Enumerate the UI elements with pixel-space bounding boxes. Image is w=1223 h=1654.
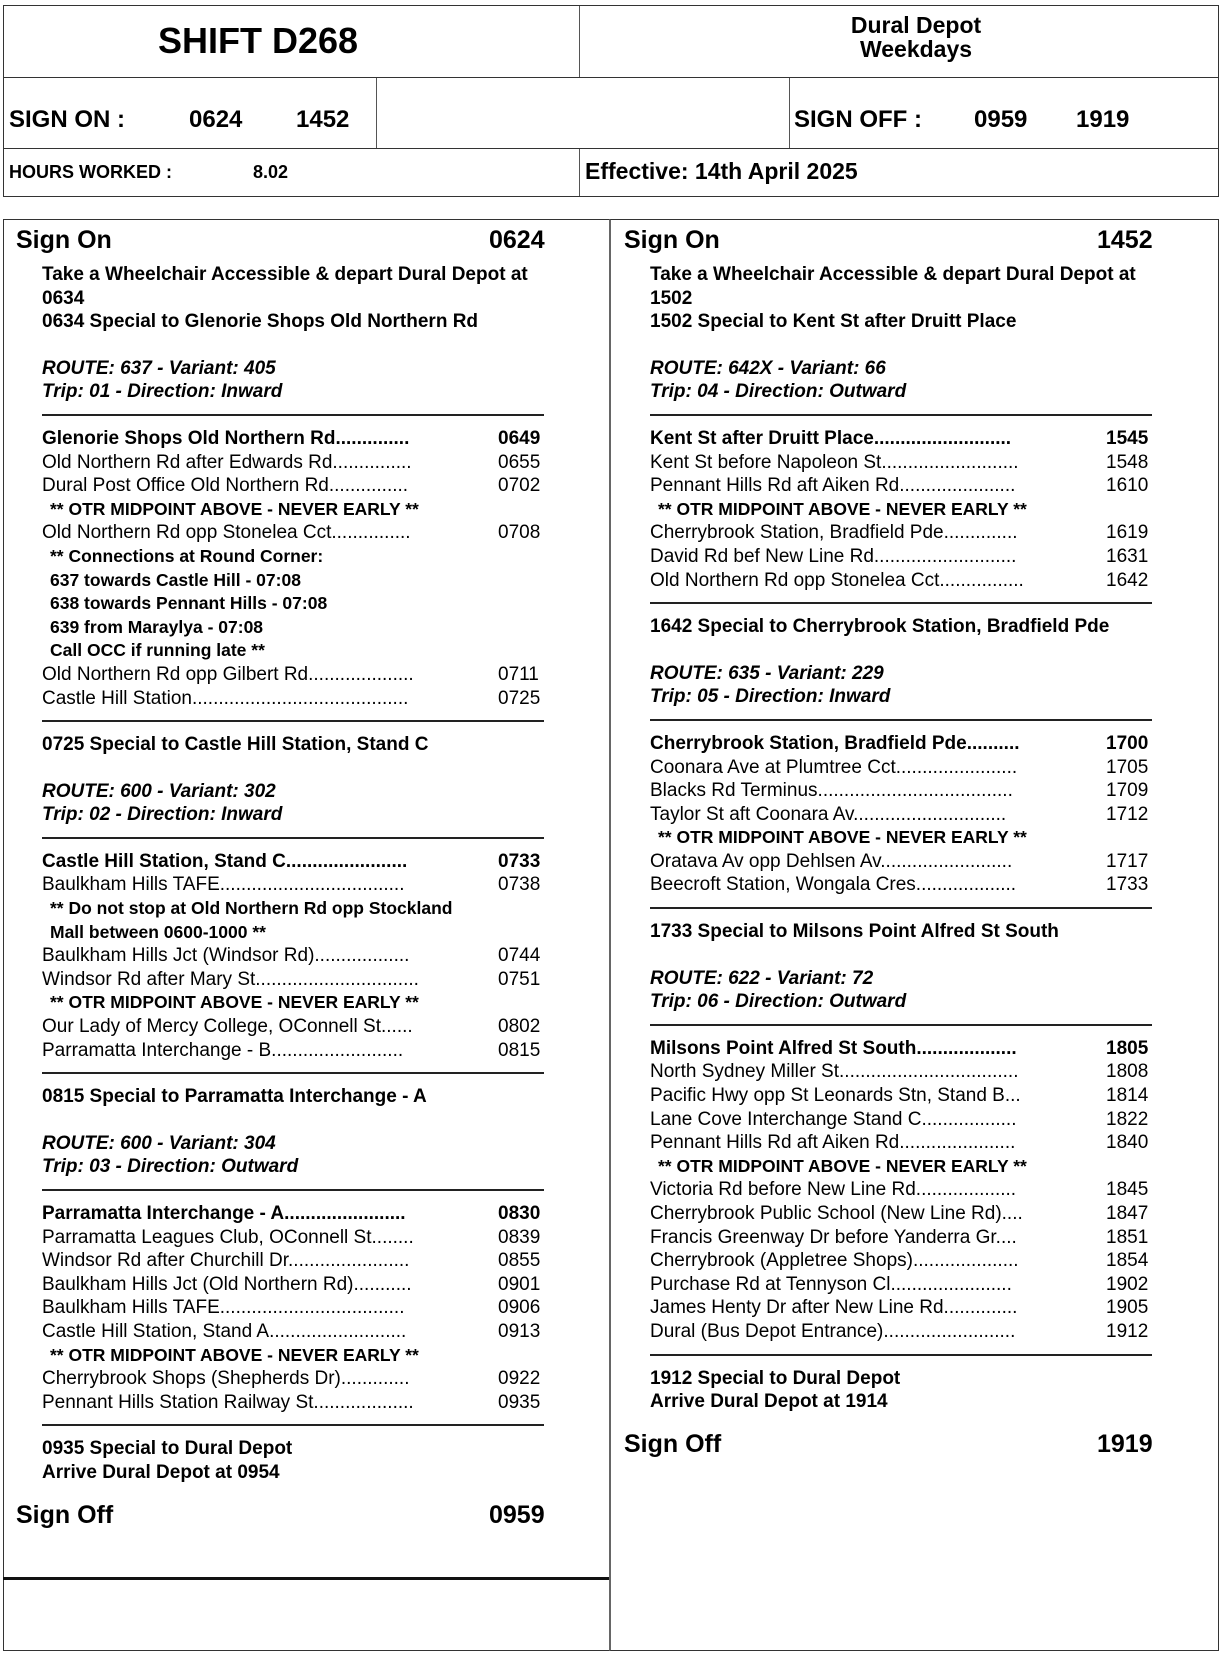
timetable-stop-row [650,1273,1171,1297]
stop-time: 1840 [1106,1132,1149,1154]
stop-time: 1854 [1106,1250,1149,1272]
route-variant: ROUTE: 637 - Variant: 405 [42,357,276,379]
depart-instruction: 0634 Special to Glenorie Shops Old Northern Rd [42,311,479,333]
right-duty-column [611,222,1217,1460]
shift-title: SHIFT D268 [157,20,359,61]
special-run-instruction: Arrive Dural Depot at 1914 [650,1391,888,1413]
stop-time: 0711 [498,663,539,685]
timetable-stop-row [650,1084,1171,1108]
stop-name: Francis Greenway Dr before Yanderra Gr.... [650,1226,1017,1248]
special-run-instruction: Arrive Dural Depot at 0954 [42,1461,280,1483]
stop-time: 1805 [1106,1037,1149,1059]
timetable-stop-row [650,1202,1171,1226]
special-run-instruction: 1733 Special to Milsons Point Alfred St South [650,921,1059,943]
timetable-stop-row [42,1296,563,1320]
stop-name: Kent St after Druitt Place.......................... [650,427,1012,449]
stop-time: 0901 [498,1273,541,1295]
depot-info [612,13,1220,61]
sign-on-time: 1452 [1097,226,1153,254]
timetable-stop-row [650,1060,1171,1084]
stop-name: Cherrybrook Station, Bradfield Pde.......... [650,732,1020,754]
section-rule [650,1024,1152,1026]
section-rule [42,1072,544,1074]
timetable-stop-row [42,850,563,874]
section-rule [650,1354,1152,1356]
timetable-stop-row [650,1108,1171,1132]
timetable-stop-row [42,1226,563,1250]
sign-on-time-1: 0624 [189,106,243,133]
stop-name: Parramatta Leagues Club, OConnell St........ [42,1226,414,1248]
stop-time: 0649 [498,427,541,449]
stop-name: Parramatta Interchange - A....................... [42,1203,406,1224]
stop-name: Cherrybrook Shops (Shepherds Dr)............. [42,1368,410,1390]
timetable-stop-row [650,1296,1171,1320]
route-variant: ROUTE: 622 - Variant: 72 [650,967,874,989]
timetable-stop-row [650,521,1171,545]
special-run-instruction: 0935 Special to Dural Depot [42,1438,293,1460]
spacer [42,1109,563,1132]
stop-name: Old Northern Rd opp Gilbert Rd.................... [42,663,414,685]
timetable-stop-row [42,1273,563,1297]
stop-note: ** Do not stop at Old Northern Rd opp Stockland [50,898,453,919]
timetable-stop-row [650,779,1171,803]
special-run-instruction: 0815 Special to Parramatta Interchange - A [42,1086,427,1108]
stop-time: 0738 [498,874,541,896]
timetable-stop-row [650,1249,1171,1273]
spacer [42,757,563,780]
timetable-stop-row [42,521,563,545]
timetable-stop-row [650,873,1171,897]
stop-name: Cherrybrook Station, Bradfield Pde.............. [650,522,1018,544]
header-row-hours [4,149,1218,196]
stop-note: ** OTR MIDPOINT ABOVE - NEVER EARLY ** [658,1155,1027,1176]
spacer [42,334,563,357]
special-run-instruction: 0725 Special to Castle Hill Station, Stand C [42,734,429,756]
stop-time: 0913 [498,1320,541,1342]
stop-name: Oratava Av opp Dehlsen Av......................... [650,850,1013,872]
stop-name: Glenorie Shops Old Northern Rd.............. [42,427,410,449]
stop-time: 1847 [1106,1203,1149,1224]
section-rule [42,1189,544,1191]
stop-time: 0751 [498,968,541,990]
stop-time: 1905 [1106,1297,1149,1319]
timetable-stop-row [650,1226,1171,1250]
hours-worked-value: 8.02 [253,162,289,182]
timetable-stop-row [650,756,1171,780]
section-rule [650,414,1152,416]
header-row-sign-times [4,78,1218,149]
stop-name: Cherrybrook Public School (New Line Rd).... [650,1203,1023,1224]
section-rule [650,907,1152,909]
hours-worked-label: HOURS WORKED : [9,162,172,182]
timetable-stop-row [42,1367,563,1391]
stop-name: Blacks Rd Terminus..................................... [650,780,1013,802]
shift-header-table [3,5,1219,197]
route-variant: ROUTE: 635 - Variant: 229 [650,662,884,684]
trip-direction: Trip: 03 - Direction: Outward [42,1156,299,1178]
duty-details [611,256,1171,1414]
stop-time: 0906 [498,1297,541,1319]
stop-time: 1814 [1106,1085,1149,1107]
timetable-stop-row [650,1037,1171,1061]
timetable-stop-row [42,1391,563,1415]
timetable-stop-row [42,968,563,992]
stop-time: 0922 [498,1368,541,1390]
divider [579,149,580,196]
stop-name: Windsor Rd after Churchill Dr....................... [42,1250,410,1272]
trip-direction: Trip: 04 - Direction: Outward [650,381,907,403]
depart-instruction: 1502 Special to Kent St after Druitt Place [650,311,1017,333]
timetable-stop-row [42,663,563,687]
stop-name: Parramatta Interchange - B......................... [42,1039,404,1061]
sign-on-label: Sign On [624,226,720,254]
stop-time: 1642 [1106,569,1149,591]
sign-on-row [3,222,609,256]
stop-name: Baulkham Hills Jct (Windsor Rd).................. [42,945,410,967]
stop-time: 0744 [498,945,541,967]
section-rule [650,602,1152,604]
timetable-stop-row [42,1202,563,1226]
route-variant: ROUTE: 642X - Variant: 66 [650,357,886,379]
sign-on-time-2: 1452 [296,106,350,133]
depart-instruction: 0634 [42,287,85,309]
divider [789,78,790,148]
stop-name: Baulkham Hills TAFE................................... [42,874,405,896]
stop-name: Purchase Rd at Tennyson Cl....................... [650,1273,1012,1295]
stop-name: North Sydney Miller St.................................. [650,1061,1019,1083]
stop-name: Coonara Ave at Plumtree Cct....................... [650,756,1018,778]
stop-name: Old Northern Rd opp Stonelea Cct............... [42,522,411,544]
stop-name: Victoria Rd before New Line Rd................... [650,1179,1017,1201]
stop-name: Pacific Hwy opp St Leonards Stn, Stand B... [650,1085,1021,1107]
depart-instruction: 1502 [650,287,693,309]
stop-note: Call OCC if running late ** [50,640,265,661]
special-run-instruction: 1642 Special to Cherrybrook Station, Bradfield Pde [650,616,1110,638]
timetable-stop-row [42,1249,563,1273]
trip-direction: Trip: 02 - Direction: Inward [42,804,283,826]
stop-time: 1619 [1106,522,1149,544]
timetable-stop-row [42,451,563,475]
stop-time: 1631 [1106,545,1149,567]
section-rule [42,1424,544,1426]
stop-name: Pennant Hills Station Railway St................... [42,1391,414,1413]
sign-off-time-2: 1919 [1076,106,1130,133]
timetable-stop-row [650,803,1171,827]
stop-time: 0702 [498,475,541,497]
stop-time: 1717 [1106,850,1149,872]
sign-off-label: Sign Off [16,1500,114,1529]
divider [376,78,377,148]
sign-on-time: 0624 [489,226,545,254]
timetable-stop-row [42,687,563,711]
left-panel-bottom-rule [3,1577,609,1580]
sign-off-label: SIGN OFF : [794,106,922,133]
stop-name: Baulkham Hills Jct (Old Northern Rd)........... [42,1273,412,1295]
stop-time: 1912 [1106,1320,1149,1342]
stop-note: ** Connections at Round Corner: [50,545,324,566]
duty-details [3,256,563,1485]
section-rule [42,720,544,722]
timetable-stop-row [42,944,563,968]
stop-time: 1700 [1106,732,1149,754]
stop-time: 1902 [1106,1273,1149,1295]
stop-time: 1548 [1106,451,1149,473]
stop-time: 0839 [498,1226,541,1248]
stop-note: ** OTR MIDPOINT ABOVE - NEVER EARLY ** [50,498,419,519]
stop-name: Old Northern Rd after Edwards Rd............... [42,451,412,473]
stop-name: Castle Hill Station, Stand A.......................... [42,1320,407,1342]
stop-name: James Henty Dr after New Line Rd.............. [650,1297,1018,1319]
route-variant: ROUTE: 600 - Variant: 304 [42,1132,276,1154]
stop-name: Beecroft Station, Wongala Cres................... [650,874,1017,896]
depot-name: Dural Depot [850,12,982,38]
stop-time: 0725 [498,687,541,709]
stop-time: 0855 [498,1250,541,1272]
section-rule [650,719,1152,721]
left-duty-column [3,222,609,1531]
stop-time: 1733 [1106,874,1149,896]
timetable-stop-row [42,1015,563,1039]
timetable-stop-row [650,474,1171,498]
stop-time: 1851 [1106,1226,1149,1248]
timetable-stop-row [650,451,1171,475]
timetable-stop-row [42,873,563,897]
sign-off-label: Sign Off [624,1429,722,1458]
timetable-stop-row [42,474,563,498]
stop-note: ** OTR MIDPOINT ABOVE - NEVER EARLY ** [50,992,419,1013]
stop-time: 1808 [1106,1061,1149,1083]
stop-name: Lane Cove Interchange Stand C.................. [650,1108,1017,1130]
stop-note: Mall between 0600-1000 ** [50,921,266,942]
stop-time: 1545 [1106,427,1149,449]
stop-name: Taylor St aft Coonara Av............................. [650,803,1007,825]
stop-time: 1705 [1106,756,1149,778]
stop-name: Pennant Hills Rd aft Aiken Rd...................... [650,1132,1016,1154]
timetable-stop-row [650,1178,1171,1202]
stop-name: Windsor Rd after Mary St............................... [42,968,419,990]
sign-on-row [611,222,1217,256]
trip-direction: Trip: 05 - Direction: Inward [650,686,891,708]
timetable-stop-row [650,545,1171,569]
sign-on-label: Sign On [16,226,112,254]
stop-name: Cherrybrook (Appletree Shops).................... [650,1250,1019,1272]
timetable-stop-row [650,569,1171,593]
stop-note: ** OTR MIDPOINT ABOVE - NEVER EARLY ** [658,827,1027,848]
timetable-stop-row [42,427,563,451]
stop-note: 637 towards Castle Hill - 07:08 [50,569,301,590]
timetable-stop-row [650,850,1171,874]
sign-off-row [3,1497,609,1531]
stop-time: 1845 [1106,1179,1149,1201]
stop-name: Pennant Hills Rd aft Aiken Rd...................... [650,475,1016,497]
stop-time: 1709 [1106,780,1149,802]
stop-time: 0708 [498,522,541,544]
spacer [650,334,1171,357]
header-row-title [4,6,1218,78]
sign-off-time: 1919 [1097,1429,1153,1458]
timetable-stop-row [650,1320,1171,1344]
timetable-stop-row [650,732,1171,756]
stop-name: Castle Hill Station, Stand C....................... [42,850,408,872]
stop-note: 638 towards Pennant Hills - 07:08 [50,593,328,614]
depart-instruction: Take a Wheelchair Accessible & depart Dural Depot at [650,264,1136,285]
stop-time: 0830 [498,1203,541,1224]
stop-name: Our Lady of Mercy College, OConnell St...... [42,1016,413,1038]
stop-note: ** OTR MIDPOINT ABOVE - NEVER EARLY ** [658,498,1027,519]
stop-name: Old Northern Rd opp Stonelea Cct................ [650,569,1024,591]
stop-name: Kent St before Napoleon St.......................... [650,451,1019,473]
stop-name: Dural Post Office Old Northern Rd............... [42,475,409,497]
stop-name: Milsons Point Alfred St South................... [650,1037,1017,1059]
stop-note: ** OTR MIDPOINT ABOVE - NEVER EARLY ** [50,1344,419,1365]
stop-note: 639 from Maraylya - 07:08 [50,616,264,637]
stop-name: Dural (Bus Depot Entrance)......................... [650,1320,1016,1342]
section-rule [42,837,544,839]
stop-name: David Rd bef New Line Rd........................... [650,545,1017,567]
stop-time: 0815 [498,1039,541,1061]
timetable-stop-row [42,1039,563,1063]
stop-time: 1610 [1106,475,1149,497]
divider [579,6,580,77]
trip-direction: Trip: 01 - Direction: Inward [42,381,283,403]
sign-off-row [611,1426,1217,1460]
depart-instruction: Take a Wheelchair Accessible & depart Dural Depot at [42,264,528,285]
stop-time: 1822 [1106,1108,1149,1130]
day-type: Weekdays [859,36,973,62]
special-run-instruction: 1912 Special to Dural Depot [650,1367,901,1389]
spacer [650,944,1171,967]
sign-on-label: SIGN ON : [9,106,126,133]
stop-time: 0802 [498,1016,541,1038]
sign-off-time: 0959 [489,1500,545,1529]
timetable-stop-row [650,427,1171,451]
stop-name: Baulkham Hills TAFE................................... [42,1297,405,1319]
timetable-stop-row [650,1131,1171,1155]
stop-time: 0733 [498,850,541,872]
trip-direction: Trip: 06 - Direction: Outward [650,991,907,1013]
route-variant: ROUTE: 600 - Variant: 302 [42,780,276,802]
timetable-stop-row [42,1320,563,1344]
stop-name: Castle Hill Station......................................... [42,687,409,709]
stop-time: 1712 [1106,803,1149,825]
stop-time: 0935 [498,1391,541,1413]
effective-date: Effective: 14th April 2025 [585,158,858,184]
stop-time: 0655 [498,451,541,473]
section-rule [42,414,544,416]
spacer [650,639,1171,662]
sign-off-time-1: 0959 [974,106,1028,133]
